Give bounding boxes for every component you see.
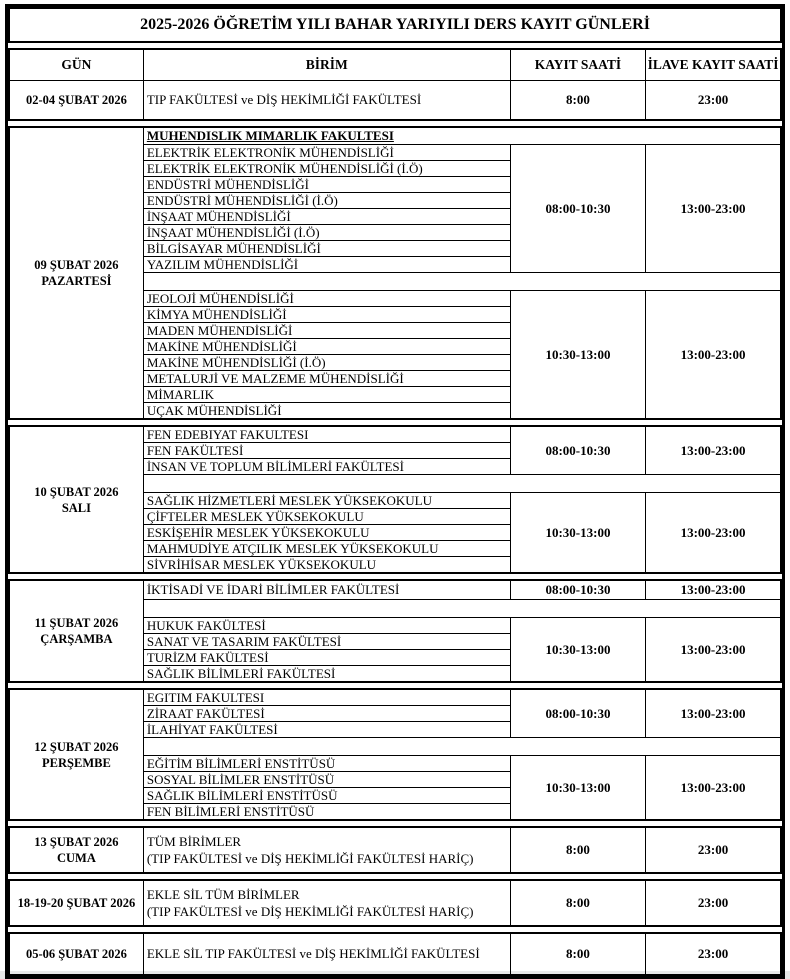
- unit-cell: SAĞLIK HİZMETLERİ MESLEK YÜKSEKOKULU: [143, 493, 510, 509]
- section-add-drop-medicine: [8, 932, 782, 976]
- time-cell: 10:30-13:00: [510, 493, 645, 574]
- extra-time-cell: 13:00-23:00: [646, 426, 781, 475]
- column-header-unit: BİRİM: [143, 49, 510, 81]
- day-cell: 02-04 ŞUBAT 2026: [9, 81, 143, 121]
- unit-cell: EĞİTİM BİLİMLERİ ENSTİTÜSÜ: [143, 756, 510, 772]
- column-header-day: GÜN: [9, 49, 143, 81]
- unit-line: (TIP FAKÜLTESİ ve DİŞ HEKİMLİĞİ FAKÜLTESİ HARİÇ): [146, 851, 474, 866]
- section-thursday: [8, 688, 782, 821]
- day-cell: [9, 426, 143, 573]
- time-cell: 8:00: [510, 81, 645, 121]
- day-cell: [9, 580, 143, 682]
- extra-time-cell: 13:00-23:00: [646, 618, 781, 683]
- unit-cell: MAHMUDİYE ATÇILIK MESLEK YÜKSEKOKULU: [143, 541, 510, 557]
- unit-cell: ELEKTRİK ELEKTRONİK MÜHENDİSLİĞİ: [143, 145, 510, 161]
- unit-cell: İLAHİYAT FAKÜLTESİ: [143, 722, 510, 738]
- day-cell: [9, 827, 143, 873]
- unit-cell: UÇAK MÜHENDİSLİĞİ: [143, 403, 510, 420]
- unit-cell: İNŞAAT MÜHENDİSLİĞİ (İ.Ö): [143, 225, 510, 241]
- day-name: ÇARŞAMBA: [40, 632, 113, 646]
- unit-cell: SİVRİHİSAR MESLEK YÜKSEKOKULU: [143, 557, 510, 574]
- unit-cell: İNŞAAT MÜHENDİSLİĞİ: [143, 209, 510, 225]
- section-tuesday: [8, 425, 782, 574]
- time-cell: 10:30-13:00: [510, 618, 645, 683]
- extra-time-cell: 23:00: [646, 880, 781, 926]
- section-header-and-tip: [8, 48, 782, 121]
- unit-cell: [143, 880, 510, 926]
- section-title: [8, 7, 782, 43]
- time-cell: 08:00-10:30: [510, 426, 645, 475]
- unit-cell: ELEKTRİK ELEKTRONİK MÜHENDİSLİĞİ (İ.Ö): [143, 161, 510, 177]
- unit-cell: [143, 827, 510, 873]
- extra-time-cell: 13:00-23:00: [646, 580, 781, 600]
- time-cell: 8:00: [510, 827, 645, 873]
- column-header-extra-time: İLAVE KAYIT SAATİ: [646, 49, 781, 81]
- unit-cell: ESKİŞEHİR MESLEK YÜKSEKOKULU: [143, 525, 510, 541]
- extra-time-cell: 13:00-23:00: [646, 689, 781, 738]
- unit-cell: MİMARLIK: [143, 387, 510, 403]
- unit-cell: FEN FAKÜLTESİ: [143, 443, 510, 459]
- unit-cell: TIP FAKÜLTESİ ve DİŞ HEKİMLİĞİ FAKÜLTESİ: [143, 81, 510, 121]
- unit-cell: YAZILIM MÜHENDİSLİĞİ: [143, 257, 510, 273]
- extra-time-cell: 23:00: [646, 933, 781, 975]
- unit-cell: MAKİNE MÜHENDİSLİĞİ: [143, 339, 510, 355]
- day-name: PAZARTESİ: [41, 274, 112, 288]
- table-row: [9, 81, 781, 121]
- unit-cell: EGITIM FAKULTESI: [143, 689, 510, 706]
- day-date: 12 ŞUBAT 2026: [34, 739, 119, 754]
- section-monday: [8, 126, 782, 420]
- extra-time-cell: 23:00: [646, 827, 781, 873]
- spacer-row: [143, 738, 781, 756]
- unit-cell: ENDÜSTRİ MÜHENDİSLİĞİ: [143, 177, 510, 193]
- day-name: SALI: [61, 500, 92, 515]
- time-cell: 8:00: [510, 933, 645, 975]
- extra-time-cell: 23:00: [646, 81, 781, 121]
- day-date: 10 ŞUBAT 2026: [34, 484, 119, 499]
- unit-cell: METALURJİ VE MALZEME MÜHENDİSLİĞİ: [143, 371, 510, 387]
- extra-time-cell: 13:00-23:00: [646, 145, 781, 273]
- extra-time-cell: 13:00-23:00: [646, 493, 781, 574]
- unit-cell: SAĞLIK BİLİMLERİ ENSTİTÜSÜ: [143, 788, 510, 804]
- extra-time-cell: 13:00-23:00: [646, 756, 781, 821]
- unit-cell: İNSAN VE TOPLUM BİLİMLERİ FAKÜLTESİ: [143, 459, 510, 475]
- time-cell: 08:00-10:30: [510, 689, 645, 738]
- faculty-group-header: MUHENDISLIK MIMARLIK FAKULTESI: [143, 127, 781, 145]
- unit-cell: SAĞLIK BİLİMLERİ FAKÜLTESİ: [143, 666, 510, 683]
- section-wednesday: [8, 579, 782, 683]
- unit-cell: KİMYA MÜHENDİSLİĞİ: [143, 307, 510, 323]
- unit-cell: FEN BİLİMLERİ ENSTİTÜSÜ: [143, 804, 510, 821]
- unit-cell: İKTİSADİ VE İDARİ BİLİMLER FAKÜLTESİ: [143, 580, 510, 600]
- day-cell: [9, 689, 143, 820]
- page-title: 2025-2026 ÖĞRETİM YILI BAHAR YARIYILI DERS KAYIT GÜNLERİ: [9, 8, 781, 42]
- unit-cell: MAKİNE MÜHENDİSLİĞİ (İ.Ö): [143, 355, 510, 371]
- spacer-row: [143, 600, 781, 618]
- unit-cell: HUKUK FAKÜLTESİ: [143, 618, 510, 634]
- extra-time-cell: 13:00-23:00: [646, 291, 781, 420]
- time-cell: 8:00: [510, 880, 645, 926]
- unit-cell: ZİRAAT FAKÜLTESİ: [143, 706, 510, 722]
- day-date: 11 ŞUBAT 2026: [34, 616, 119, 630]
- unit-cell: ÇİFTELER MESLEK YÜKSEKOKULU: [143, 509, 510, 525]
- spacer-row: [143, 273, 781, 291]
- day-name: PERŞEMBE: [42, 755, 111, 770]
- unit-cell: MADEN MÜHENDİSLİĞİ: [143, 323, 510, 339]
- day-cell: 05-06 ŞUBAT 2026: [9, 933, 143, 975]
- column-header-time: KAYIT SAATİ: [510, 49, 645, 81]
- day-date: 09 ŞUBAT 2026: [34, 258, 119, 272]
- unit-cell: FEN EDEBIYAT FAKULTESI: [143, 426, 510, 443]
- unit-line: TÜM BİRİMLER: [146, 834, 242, 849]
- unit-cell: EKLE SİL TIP FAKÜLTESİ ve DİŞ HEKİMLİĞİ FAKÜLTESİ: [143, 933, 510, 975]
- unit-cell: BİLGİSAYAR MÜHENDİSLİĞİ: [143, 241, 510, 257]
- unit-cell: JEOLOJİ MÜHENDİSLİĞİ: [143, 291, 510, 307]
- spacer-row: [143, 475, 781, 493]
- schedule-table-container: [5, 4, 785, 979]
- unit-cell: ENDÜSTRİ MÜHENDİSLİĞİ (İ.Ö): [143, 193, 510, 209]
- unit-cell: SOSYAL BİLİMLER ENSTİTÜSÜ: [143, 772, 510, 788]
- day-cell: 18-19-20 ŞUBAT 2026: [9, 880, 143, 926]
- unit-line: (TIP FAKÜLTESİ ve DİŞ HEKİMLİĞİ FAKÜLTESİ HARİÇ): [146, 904, 474, 919]
- day-date: 13 ŞUBAT 2026: [34, 835, 119, 849]
- section-add-drop-all: [8, 879, 782, 927]
- unit-line: EKLE SİL TÜM BİRİMLER: [146, 887, 300, 902]
- time-cell: 08:00-10:30: [510, 145, 645, 273]
- section-friday: [8, 826, 782, 874]
- time-cell: 08:00-10:30: [510, 580, 645, 600]
- day-name: CUMA: [56, 851, 96, 865]
- time-cell: 10:30-13:00: [510, 291, 645, 420]
- day-cell: [9, 127, 143, 419]
- unit-cell: SANAT VE TASARIM FAKÜLTESİ: [143, 634, 510, 650]
- unit-cell: TURİZM FAKÜLTESİ: [143, 650, 510, 666]
- time-cell: 10:30-13:00: [510, 756, 645, 821]
